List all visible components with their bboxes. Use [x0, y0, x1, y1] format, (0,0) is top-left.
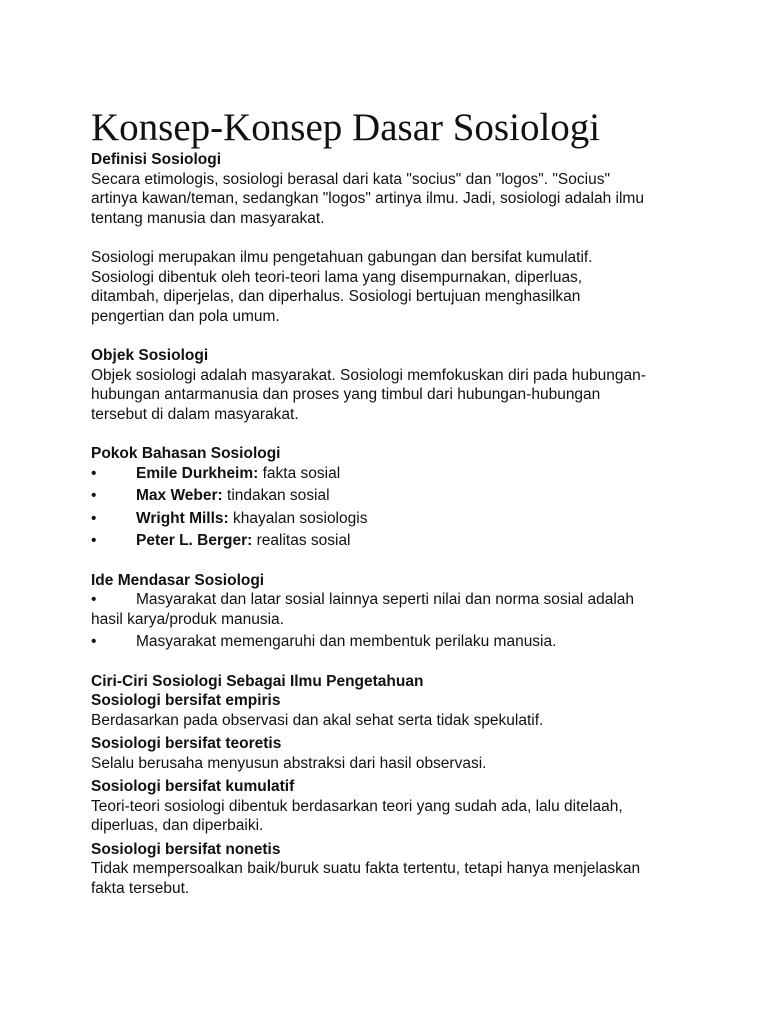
- sociologist-name: Emile Durkheim:: [136, 464, 259, 482]
- text-line: Tidak mempersoalkan baik/buruk suatu fakta tertentu, tetapi hanya menjelaskan: [91, 860, 641, 877]
- text-line: Teori-teori sosiologi dibentuk berdasarkan teori yang sudah ada, lalu ditelaah,: [91, 797, 623, 815]
- section-heading-ciri-ciri: Ciri-Ciri Sosiologi Sebagai Ilmu Pengetahuan: [91, 672, 424, 690]
- list-item: [91, 531, 686, 551]
- text-line: Objek sosiologi adalah masyarakat. Sosiologi memfokuskan diri pada hubungan-: [91, 366, 646, 384]
- bullet-icon: •: [91, 532, 97, 549]
- definisi-paragraph-1: [91, 170, 686, 229]
- subheading: Sosiologi bersifat kumulatif: [91, 778, 295, 795]
- ciri-item-empiris: [91, 691, 686, 730]
- text-line: tentang manusia dan masyarakat.: [91, 209, 325, 227]
- sociologist-concept: realitas sosial: [252, 532, 351, 549]
- text-line: Berdasarkan pada observasi dan akal sehat serta tidak spekulatif.: [91, 711, 544, 729]
- section-heading-objek: Objek Sosiologi: [91, 347, 209, 364]
- text-line: hasil karya/produk manusia.: [91, 610, 284, 628]
- pokok-bahasan-list: [91, 464, 686, 551]
- sociologist-concept: khayalan sosiologis: [228, 509, 368, 527]
- text-line: ditambah, diperjelas, dan diperhalus. Sosiologi bertujuan menghasilkan: [91, 288, 581, 305]
- bullet-icon: •: [91, 464, 97, 482]
- definisi-paragraph-2: [91, 248, 686, 326]
- section-heading-pokok-bahasan: Pokok Bahasan Sosiologi: [91, 445, 281, 462]
- text-line: hubungan antarmanusia dan proses yang timbul dari hubungan-hubungan: [91, 386, 601, 403]
- page-title: Konsep-Konsep Dasar Sosiologi: [91, 106, 601, 149]
- bullet-icon: •: [91, 509, 97, 527]
- ciri-item-nonetis: [91, 840, 686, 899]
- sociologist-concept: fakta sosial: [258, 464, 341, 482]
- subheading: Sosiologi bersifat nonetis: [91, 840, 281, 858]
- ciri-paragraph: [91, 859, 686, 898]
- section-definisi: [91, 150, 686, 326]
- bullet-icon: •: [91, 591, 97, 608]
- section-heading-definisi: Definisi Sosiologi: [91, 151, 222, 168]
- list-item: [91, 464, 686, 484]
- text-line: artinya kawan/teman, sedangkan "logos" artinya ilmu. Jadi, sosiologi adalah ilmu: [91, 190, 644, 207]
- text-line: Sosiologi dibentuk oleh teori-teori lama yang disempurnakan, diperluas,: [91, 268, 583, 286]
- ide-mendasar-list: [91, 590, 686, 652]
- section-heading-ide-mendasar: Ide Mendasar Sosiologi: [91, 571, 265, 589]
- ciri-item-kumulatif: [91, 777, 686, 836]
- text-line: Secara etimologis, sosiologi berasal dari kata "socius" dan "logos". "Socius": [91, 170, 610, 188]
- list-item: [91, 509, 686, 529]
- document-body: [91, 150, 686, 898]
- sociologist-name: Max Weber:: [136, 487, 223, 504]
- bullet-icon: •: [91, 487, 97, 504]
- ciri-paragraph: [91, 797, 686, 836]
- ciri-paragraph: [91, 711, 686, 731]
- ciri-item-teoretis: [91, 734, 686, 773]
- text-line: Masyarakat dan latar sosial lainnya seperti nilai dan norma sosial adalah: [136, 591, 634, 608]
- subheading: Sosiologi bersifat empiris: [91, 692, 281, 709]
- section-ciri-ciri: [91, 672, 686, 899]
- sociologist-name: Peter L. Berger:: [136, 532, 253, 549]
- list-item: [91, 632, 686, 652]
- objek-paragraph: [91, 366, 686, 425]
- text-line: Sosiologi merupakan ilmu pengetahuan gabungan dan bersifat kumulatif.: [91, 249, 593, 266]
- text-line: tersebut di dalam masyarakat.: [91, 405, 299, 423]
- text-line: fakta tersebut.: [91, 879, 190, 897]
- ciri-paragraph: [91, 754, 686, 774]
- text-line: Selalu berusaha menyusun abstraksi dari hasil observasi.: [91, 754, 487, 772]
- list-item: [91, 590, 686, 629]
- subheading: Sosiologi bersifat teoretis: [91, 735, 282, 752]
- section-ide-mendasar: [91, 571, 686, 652]
- text-line: Masyarakat memengaruhi dan membentuk perilaku manusia.: [136, 633, 557, 650]
- sociologist-name: Wright Mills:: [136, 509, 229, 527]
- text-line: pengertian dan pola umum.: [91, 307, 280, 325]
- bullet-icon: •: [91, 633, 97, 650]
- text-line: diperluas, dan diperbaiki.: [91, 817, 264, 834]
- section-objek: [91, 346, 686, 424]
- sociologist-concept: tindakan sosial: [222, 487, 330, 504]
- section-pokok-bahasan: [91, 444, 686, 551]
- list-item: [91, 486, 686, 506]
